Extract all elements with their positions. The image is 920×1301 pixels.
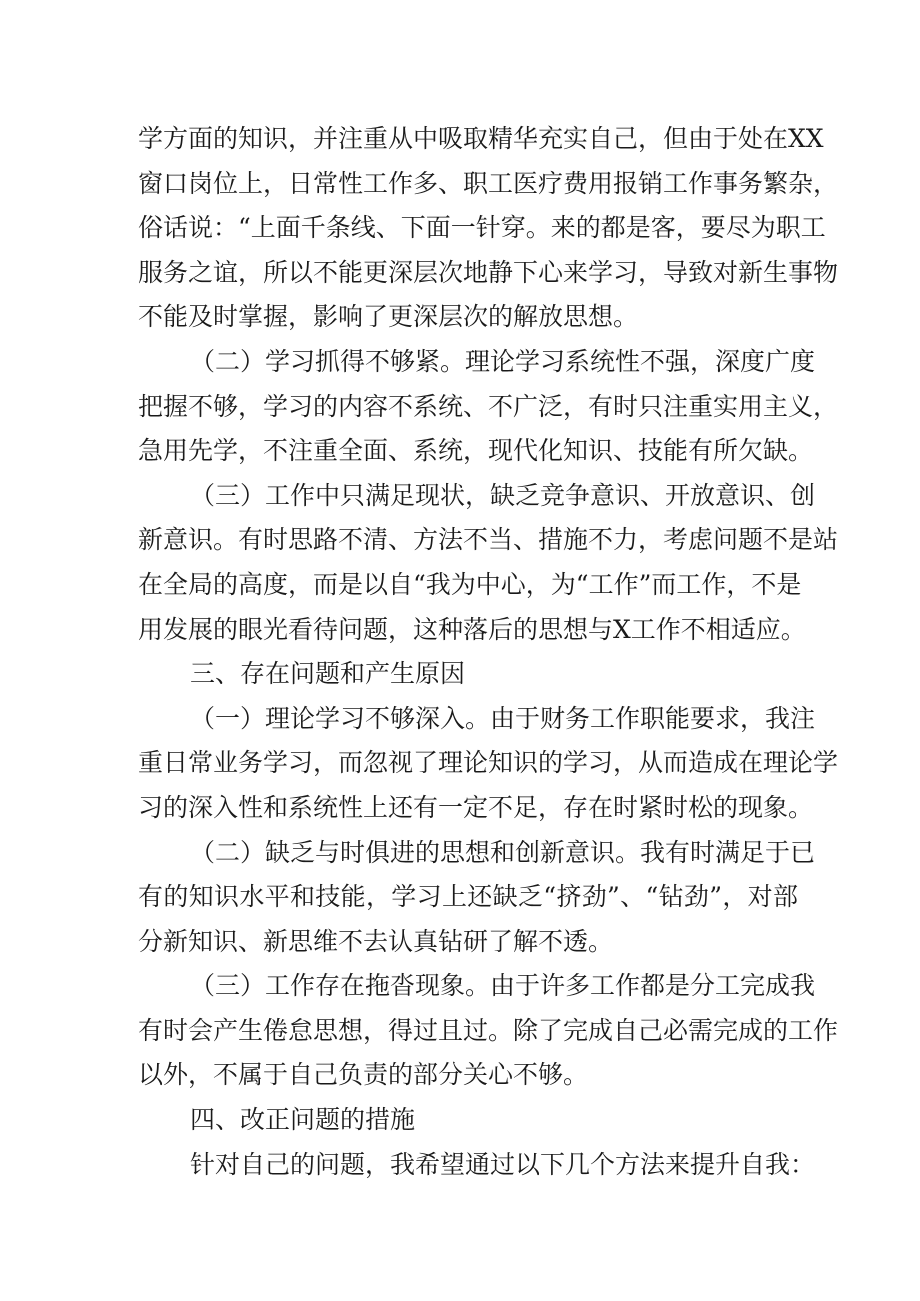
paragraph-first-line: （二）学习抓得不够紧。理论学习系统性不强，深度广度: [190, 346, 816, 376]
text-line: 不能及时掌握，影响了更深层次的解放思想。: [138, 302, 639, 332]
text-line: 新意识。有时思路不清、方法不当、措施不力，考虑问题不是站: [138, 525, 839, 555]
text-line: 在全局的高度，而是以自“我为中心，为“工作”而工作，不是: [138, 569, 802, 599]
text-line: 急用先学，不注重全面、系统，现代化知识、技能有所欠缺。: [138, 436, 814, 466]
section-heading: 三、存在问题和产生原因: [190, 659, 466, 689]
text-line: 习的深入性和系统性上还有一定不足，存在时紧时松的现象。: [138, 792, 814, 822]
document-body: [138, 117, 839, 1187]
text-line: 重日常业务学习，而忽视了理论知识的学习，从而造成在理论学: [138, 748, 839, 778]
paragraph-first-line: 针对自己的问题，我希望通过以下几个方法来提升自我：: [190, 1149, 816, 1179]
section-heading: 四、改正问题的措施: [190, 1105, 416, 1135]
text-line: 服务之谊，所以不能更深层次地静下心来学习，导致对新生事物: [138, 257, 839, 287]
text-line: 用发展的眼光看待问题，这种落后的思想与X工作不相适应。: [138, 614, 806, 644]
text-line: 学方面的知识，并注重从中吸取精华充实自己，但由于处在XX: [138, 124, 824, 153]
text-line: 把握不够，学习的内容不系统、不广泛，有时只注重实用主义，: [138, 391, 839, 421]
text-line: 以外，不属于自己负责的部分关心不够。: [138, 1060, 589, 1090]
text-line: 俗话说：“上面千条线、下面一针穿。来的都是客，要尽为职工: [138, 213, 826, 243]
paragraph-first-line: （三）工作中只满足现状，缺乏竞争意识、开放意识、创: [190, 480, 816, 510]
text-line: 有时会产生倦怠思想，得过且过。除了完成自己必需完成的工作: [138, 1015, 839, 1045]
text-line: 有的知识水平和技能，学习上还缺乏“挤劲”、“钻劲”，对部: [138, 882, 798, 912]
text-line: 窗口岗位上，日常性工作多、职工医疗费用报销工作事务繁杂，: [138, 168, 839, 198]
paragraph-first-line: （二）缺乏与时俱进的思想和创新意识。我有时满足于已: [190, 837, 816, 867]
paragraph-first-line: （一）理论学习不够深入。由于财务工作职能要求，我注: [190, 703, 816, 733]
text-line: 分新知识、新思维不去认真钻研了解不透。: [138, 926, 614, 956]
paragraph-first-line: （三）工作存在拖沓现象。由于许多工作都是分工完成我: [190, 971, 816, 1001]
